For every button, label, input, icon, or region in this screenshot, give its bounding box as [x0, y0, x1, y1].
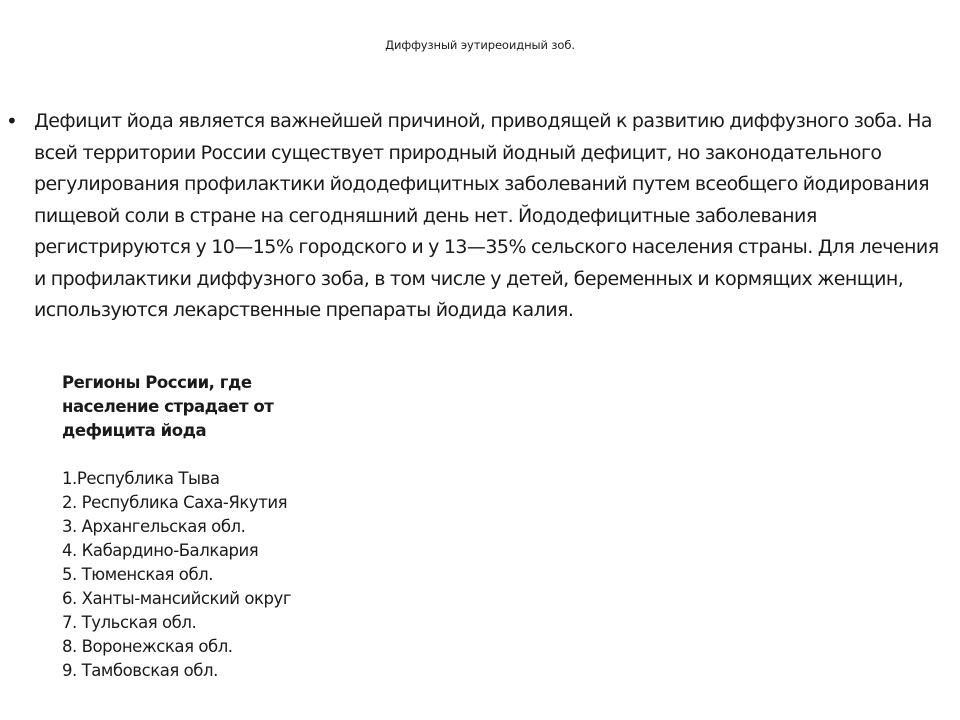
list-item: 6. Ханты-мансийский округ	[62, 589, 292, 608]
bullet-block	[6, 106, 952, 327]
bullet-paragraph: Дефицит йода является важнейшей причиной, приводящей к развитию диффузного зоба. На всей территории России существует природный йодный дефицит, но законодательного регулирования профилактики йододефицитных заболеваний путем всеобщего йодирования пищевой соли в стране на сегодняшний день нет. Йододефицитные заболевания регистрируются у 10—15% городского и у 13—35% сельского населения страны. Для лечения и профилактики диффузного зоба, в том числе у детей, беременных и кормящих женщин, используются лекарственные препараты йодида калия.	[34, 110, 939, 321]
regions-block	[62, 371, 332, 683]
list-item: 3. Архангельская обл.	[62, 517, 246, 536]
regions-list	[62, 467, 332, 683]
list-item: 2. Республика Саха-Якутия	[62, 493, 288, 512]
regions-heading: Регионы России, где население страдает от дефицита йода	[62, 373, 274, 440]
list-item: 4. Кабардино-Балкария	[62, 541, 259, 560]
list-item: 8. Воронежская обл.	[62, 637, 233, 656]
list-item: 9. Тамбовская обл.	[62, 661, 218, 680]
list-item: 5. Тюменская обл.	[62, 565, 214, 584]
bullet-marker: •	[6, 109, 18, 133]
list-item: 7. Тульская обл.	[62, 613, 197, 632]
list-item: 1.Республика Тыва	[62, 469, 220, 488]
slide-title: Диффузный эутиреоидный зоб.	[385, 38, 575, 52]
